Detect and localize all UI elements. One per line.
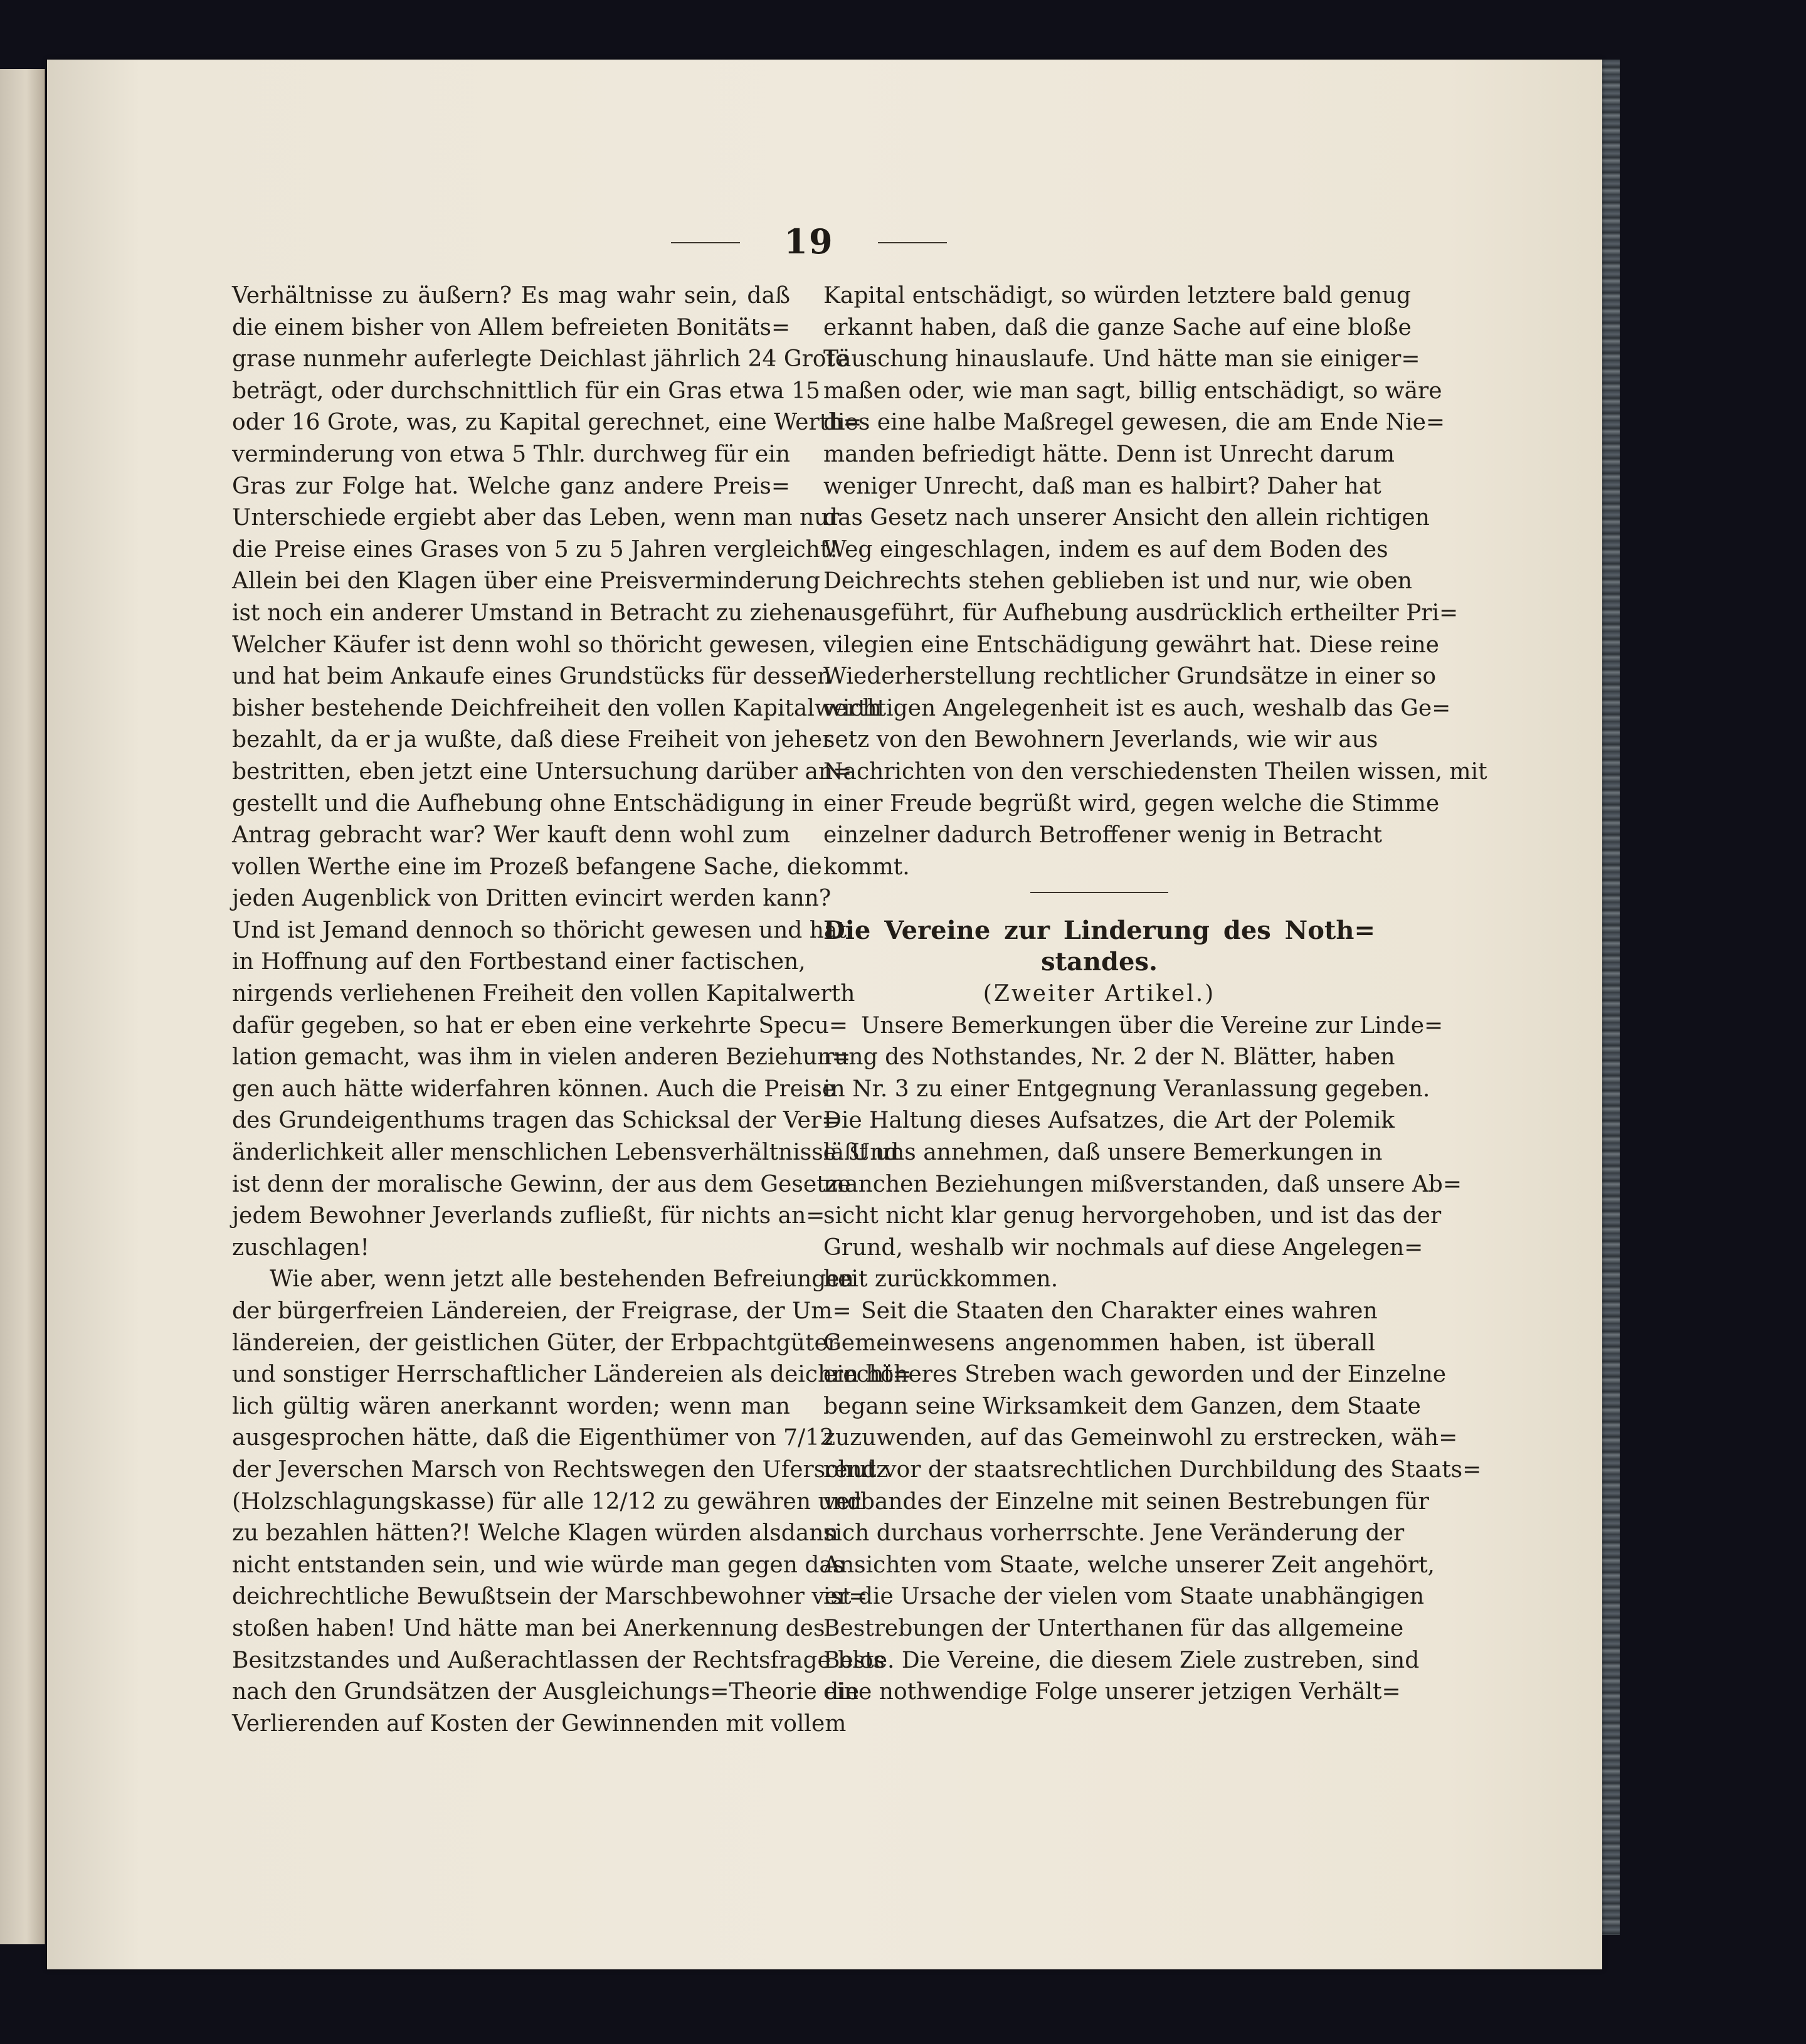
text-line: ist noch ein anderer Umstand in Betracht zu ziehen. (232, 600, 832, 626)
section-subtitle: (Zweiter Artikel.) (983, 981, 1216, 1007)
text-line: jedem Bewohner Jeverlands zufließt, für nichts an= (232, 1203, 825, 1229)
text-line: in Nr. 3 zu einer Entgegnung Veranlassung gegeben. (823, 1076, 1430, 1102)
text-line: manchen Beziehungen mißverstanden, daß unsere Ab= (823, 1171, 1462, 1197)
text-line: und hat beim Ankaufe eines Grundstücks für dessen (232, 664, 832, 690)
section-heading-continuation: standes. (1041, 947, 1158, 977)
text-line: wichtigen Angelegenheit ist es auch, weshalb das Ge= (823, 695, 1451, 721)
text-line: Wiederherstellung rechtlicher Grundsätze in einer so (823, 664, 1436, 690)
text-line: lich gültig wären anerkannt worden; wenn man (232, 1393, 790, 1419)
text-line: Beste. Die Vereine, die diesem Ziele zustreben, sind (823, 1647, 1420, 1673)
text-line: Besitzstandes und Außerachtlassen der Rechtsfrage blos (232, 1647, 885, 1673)
text-line: Ansichten vom Staate, welche unserer Zeit angehört, (823, 1552, 1435, 1578)
text-line: Die Haltung dieses Aufsatzes, die Art der Polemik (823, 1108, 1395, 1134)
text-line: oder 16 Grote, was, zu Kapital gerechnet, eine Werth= (232, 410, 862, 436)
text-line: Nachrichten von den verschiedensten Theilen wissen, mit (823, 758, 1487, 785)
text-line: vilegien eine Entschädigung gewährt hat. Diese reine (823, 632, 1439, 658)
section-heading: Die Vereine zur Linderung des Noth= (823, 915, 1375, 945)
text-line: Kapital entschädigt, so würden letztere bald genug (823, 283, 1412, 309)
text-line: zu bezahlen hätten?! Welche Klagen würden alsdann (232, 1520, 838, 1547)
text-line: ist die Ursache der vielen vom Staate unabhängigen (823, 1584, 1425, 1610)
text-line: lation gemacht, was ihm in vielen anderen Beziehun= (232, 1044, 851, 1071)
text-line: Gras zur Folge hat. Welche ganz andere Preis= (232, 473, 790, 499)
text-line: Grund, weshalb wir nochmals auf diese Angelegen= (823, 1234, 1423, 1261)
text-line: vollen Werthe eine im Prozeß befangene Sache, die (232, 854, 822, 880)
text-line: deichrechtliche Bewußtsein der Marschbewohner ver= (232, 1584, 868, 1610)
text-line: einzelner dadurch Betroffener wenig in Betracht (823, 822, 1382, 849)
text-line: rung des Nothstandes, Nr. 2 der N. Blätter, haben (823, 1044, 1395, 1071)
text-line: verbandes der Einzelne mit seinen Bestrebungen für (823, 1488, 1429, 1515)
text-line: bestritten, eben jetzt eine Untersuchung darüber an= (232, 758, 852, 785)
text-line: ist denn der moralische Gewinn, der aus dem Gesetze (232, 1171, 851, 1197)
text-line: kommt. (823, 854, 910, 880)
text-line: ausgesprochen hätte, daß die Eigenthümer von 7/12 (232, 1425, 834, 1451)
text-line: Bestrebungen der Unterthanen für das allgemeine (823, 1615, 1404, 1641)
text-line: Verhältnisse zu äußern? Es mag wahr sein, daß (232, 283, 790, 309)
paragraph-start-line: Seit die Staaten den Charakter eines wahren (861, 1298, 1378, 1324)
text-line: verminderung von etwa 5 Thlr. durchweg für ein (232, 441, 790, 467)
text-line: (Holzschlagungskasse) für alle 12/12 zu gewähren und (232, 1488, 862, 1515)
text-line: weniger Unrecht, daß man es halbirt? Daher hat (823, 473, 1381, 499)
text-line: jeden Augenblick von Dritten evincirt werden kann? (232, 886, 832, 912)
paragraph-start-line: Wie aber, wenn jetzt alle bestehenden Befreiungen (270, 1266, 854, 1293)
text-line: rend vor der staatsrechtlichen Durchbildung des Staats= (823, 1456, 1482, 1483)
text-line: erkannt haben, daß die ganze Sache auf eine bloße (823, 314, 1412, 341)
section-divider (823, 883, 1375, 915)
text-line: zuzuwenden, auf das Gemeinwohl zu erstrecken, wäh= (823, 1425, 1458, 1451)
text-line: heit zurückkommen. (823, 1266, 1059, 1293)
text-line: des Grundeigenthums tragen das Schicksal der Ver= (232, 1108, 841, 1134)
text-line: Unterschiede ergiebt aber das Leben, wenn man nur (232, 505, 840, 531)
right-text-column (823, 280, 1487, 1708)
text-line: zuschlagen! (232, 1234, 369, 1261)
text-line: Gemeinwesens angenommen haben, ist überall (823, 1330, 1375, 1356)
text-line: bezahlt, da er ja wußte, daß diese Freiheit von jeher (232, 727, 833, 753)
text-line: dafür gegeben, so hat er eben eine verkehrte Specu= (232, 1012, 848, 1039)
text-line: die einem bisher von Allem befreieten Bonitäts= (232, 314, 791, 341)
text-line: ein höheres Streben wach geworden und der Einzelne (823, 1362, 1447, 1388)
text-line: der bürgerfreien Ländereien, der Freigrase, der Um= (232, 1298, 852, 1324)
text-line: eine nothwendige Folge unserer jetzigen Verhält= (823, 1679, 1401, 1705)
text-line: Antrag gebracht war? Wer kauft denn wohl zum (232, 822, 790, 849)
paragraph-start-line: Unsere Bemerkungen über die Vereine zur Linde= (861, 1012, 1444, 1039)
text-line: Verlierenden auf Kosten der Gewinnenden mit vollem (232, 1710, 847, 1737)
text-line: dies eine halbe Maßregel gewesen, die am Ende Nie= (823, 410, 1445, 436)
text-line: einer Freude begrüßt wird, gegen welche die Stimme (823, 790, 1440, 817)
text-line: das Gesetz nach unserer Ansicht den allein richtigen (823, 505, 1430, 531)
header-rule-right (878, 242, 947, 243)
text-line: bisher bestehende Deichfreiheit den vollen Kapitalwerth (232, 695, 882, 721)
header-rule-left (671, 242, 740, 243)
text-line: Täuschung hinauslaufe. Und hätte man sie einiger= (823, 346, 1420, 373)
text-line: Welcher Käufer ist denn wohl so thöricht gewesen, (232, 632, 816, 658)
text-line: nirgends verliehenen Freiheit den vollen Kapitalwerth (232, 981, 855, 1007)
text-line: ländereien, der geistlichen Güter, der Erbpachtgüter (232, 1330, 838, 1356)
text-line: gen auch hätte widerfahren können. Auch die Preise (232, 1076, 836, 1102)
text-line: grase nunmehr auferlegte Deichlast jährlich 24 Grote (232, 346, 849, 373)
text-line: ausgeführt, für Aufhebung ausdrücklich ertheilter Pri= (823, 600, 1459, 626)
text-line: manden befriedigt hätte. Denn ist Unrecht darum (823, 441, 1395, 467)
text-line: Allein bei den Klagen über eine Preisverminderung (232, 568, 820, 595)
text-line: setz von den Bewohnern Jeverlands, wie wir aus (823, 727, 1378, 753)
text-line: beträgt, oder durchschnittlich für ein Gras etwa 15 (232, 378, 820, 404)
text-line: Deichrechts stehen geblieben ist und nur, wie oben (823, 568, 1412, 595)
text-line: Weg eingeschlagen, indem es auf dem Boden des (823, 536, 1388, 563)
text-line: sich durchaus vorherrschte. Jene Veränderung der (823, 1520, 1405, 1547)
text-line: gestellt und die Aufhebung ohne Entschädigung in (232, 790, 814, 817)
text-line: maßen oder, wie man sagt, billig entschädigt, so wäre (823, 378, 1442, 404)
text-line: Und ist Jemand dennoch so thöricht gewesen und hat (232, 917, 847, 943)
text-line: stoßen haben! Und hätte man bei Anerkennung des (232, 1615, 825, 1641)
page-number: 19 (784, 221, 834, 262)
text-line: und sonstiger Herrschaftlicher Ländereien als deichrecht= (232, 1362, 912, 1388)
facing-page-edge (0, 69, 45, 1944)
text-line: der Jeverschen Marsch von Rechtswegen den Uferschutz (232, 1456, 889, 1483)
text-line: die Preise eines Grases von 5 zu 5 Jahren vergleicht! (232, 536, 838, 563)
text-line: läßt uns annehmen, daß unsere Bemerkungen in (823, 1140, 1383, 1166)
text-line: nach den Grundsätzen der Ausgleichungs=Theorie die (232, 1679, 860, 1705)
text-line: änderlichkeit aller menschlichen Lebensverhältnisse. Und (232, 1140, 899, 1166)
text-line: begann seine Wirksamkeit dem Ganzen, dem Staate (823, 1393, 1421, 1419)
text-line: sicht nicht klar genug hervorgehoben, und ist das der (823, 1203, 1442, 1229)
page-header (658, 220, 959, 263)
text-line: nicht entstanden sein, und wie würde man gegen das (232, 1552, 845, 1578)
text-line: in Hoffnung auf den Fortbestand einer factischen, (232, 949, 806, 975)
